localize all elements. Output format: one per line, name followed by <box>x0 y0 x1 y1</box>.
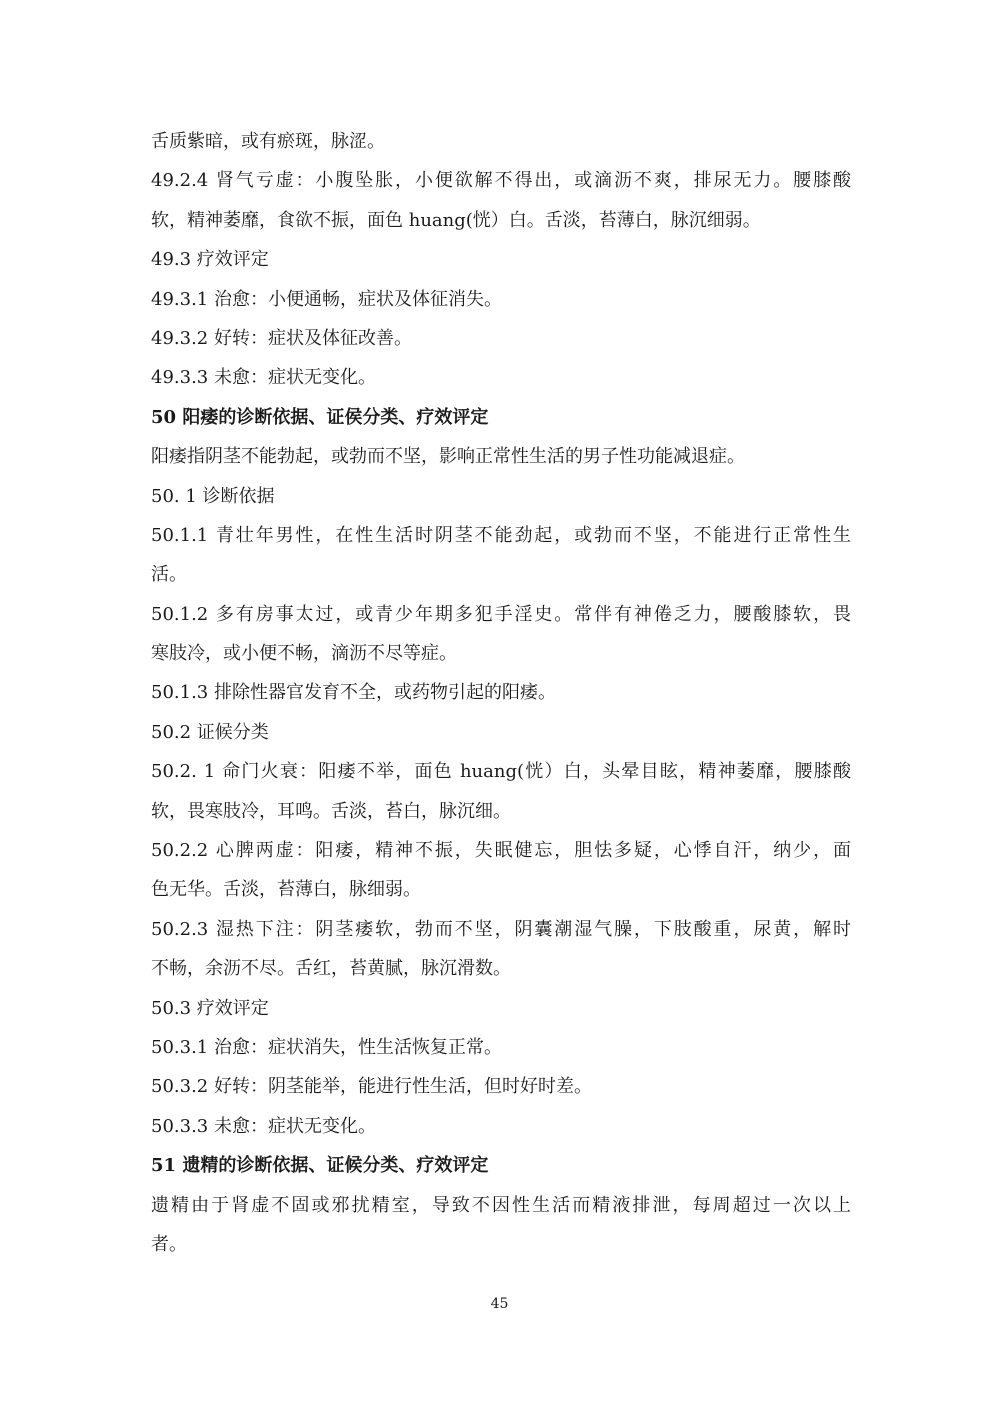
text-line: 49.3.1 治愈：小便通畅，症状及体征消失。 <box>151 288 502 310</box>
section-heading: 51 遗精的诊断依据、证候分类、疗效评定 <box>151 1155 489 1177</box>
text-line: 49.3.2 好转：症状及体征改善。 <box>151 327 412 349</box>
text-line: 50.3.2 好转：阴茎能举，能进行性生活，但时好时差。 <box>151 1076 592 1098</box>
page-number: 45 <box>490 1296 509 1312</box>
text-line: 50.2. 1 命门火衰：阳痿不举，面色 huang(恍）白，头晕目眩，精神萎靡，腰膝酸 <box>151 761 851 783</box>
subsection-heading: 50.3 疗效评定 <box>151 997 269 1019</box>
text-line: 阳痿指阴茎不能勃起，或勃而不坚，影响正常性生活的男子性功能减退症。 <box>151 446 745 468</box>
subsection-heading: 50. 1 诊断依据 <box>151 485 275 507</box>
text-line: 50.1.1 青壮年男性，在性生活时阴茎不能劲起，或勃而不坚，不能进行正常性生 <box>151 524 851 546</box>
text-line: 软，精神萎靡，食欲不振，面色 huang(恍）白。舌淡，苔薄白，脉沉细弱。 <box>151 209 761 231</box>
text-line: 50.2.2 心脾两虚：阳痿，精神不振，失眠健忘，胆怯多疑，心悸自汗，纳少，面 <box>151 840 851 862</box>
text-line: 活。 <box>151 564 187 586</box>
text-line: 者。 <box>151 1233 187 1255</box>
text-line: 软，畏寒肢冷，耳鸣。舌淡，苔白，脉沉细。 <box>151 800 511 822</box>
subsection-heading: 50.2 证候分类 <box>151 721 269 743</box>
text-line: 50.3.1 治愈：症状消失，性生活恢复正常。 <box>151 1036 502 1058</box>
text-line: 49.3.3 未愈：症状无变化。 <box>151 367 376 389</box>
subsection-heading: 49.3 疗效评定 <box>151 249 269 271</box>
section-heading: 50 阳痿的诊断依据、证侯分类、疗效评定 <box>151 406 489 428</box>
text-line: 50.3.3 未愈：症状无变化。 <box>151 1115 376 1137</box>
text-line: 遗精由于肾虚不固或邪扰精室，导致不因性生活而精液排泄，每周超过一次以上 <box>151 1194 851 1216</box>
text-line: 49.2.4 肾气亏虚：小腹坠胀，小便欲解不得出，或滴沥不爽，排尿无力。腰膝酸 <box>151 170 851 192</box>
text-line: 寒肢冷，或小便不畅，滴沥不尽等症。 <box>151 643 457 665</box>
text-line: 50.2.3 湿热下注：阴茎痿软，勃而不坚，阴囊潮湿气臊，下肢酸重，尿黄，解时 <box>151 918 851 940</box>
text-line: 不畅，余沥不尽。舌红，苔黄腻，脉沉滑数。 <box>151 958 511 980</box>
text-line: 色无华。舌淡，苔薄白，脉细弱。 <box>151 879 421 901</box>
text-line: 50.1.3 排除性器官发育不全，或药物引起的阳痿。 <box>151 682 556 704</box>
text-line: 50.1.2 多有房事太过，或青少年期多犯手淫史。常伴有神倦乏力，腰酸膝软，畏 <box>151 603 851 625</box>
body-text <box>151 122 851 1264</box>
text-line: 舌质紫暗，或有瘀斑，脉涩。 <box>151 131 385 152</box>
